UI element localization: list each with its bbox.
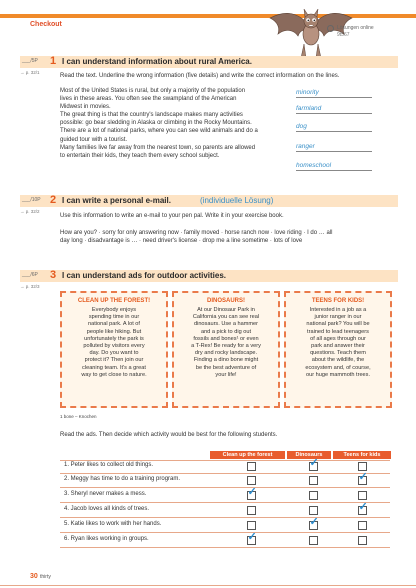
row-divider [60, 487, 390, 488]
checkmark-icon: ✓ [358, 471, 368, 483]
ad-line: Everybody enjoys [91, 307, 137, 313]
top-accent-bar [0, 14, 416, 18]
row-divider [60, 547, 390, 548]
table-row-label: 5. Katie likes to work with her hands. [64, 521, 162, 527]
section-1-instruction: Read the text. Underline the wrong information (five details) and write the correct information on the lines. [60, 73, 340, 79]
text-line: Most of the United States is rural, but only a majority of the population [60, 88, 246, 94]
table-row-label: 3. Sheryl never makes a mess. [64, 491, 147, 497]
page-number-word: thirty [40, 574, 51, 580]
text-line: guided tour with a tourist. [60, 136, 128, 143]
ad-line: Finding a dino bone might [193, 357, 259, 364]
ad-line: your life! [215, 371, 237, 378]
ad-line: and a pick to dig out [200, 328, 252, 335]
section-1-page-ref: → p. 32/1 [20, 70, 40, 75]
page-number: 30 [30, 573, 38, 580]
section-2-score: ___/10P [22, 197, 41, 203]
ad-line: At our Dinosaur Park in [197, 307, 255, 313]
section-2-header [20, 195, 398, 207]
ad-line: national park. A lot of [88, 321, 140, 328]
answer-checkbox[interactable] [247, 476, 256, 485]
text-line: There are a lot of national parks, where you can see wild animals and do a [60, 128, 258, 135]
table-row-label: 2. Meggy has time to do a training program. [64, 476, 181, 482]
row-divider [60, 473, 390, 474]
text-line: lives in these areas. You often see the swampland of the American [60, 96, 237, 103]
answer-checkbox[interactable] [309, 536, 318, 545]
ad-line: junior ranger in our [314, 314, 362, 321]
section-1-number: 1 [50, 55, 57, 67]
answer-checkbox[interactable] [358, 471, 368, 485]
row-divider [60, 460, 390, 461]
section-3-score: ___/6P [22, 272, 38, 278]
ad-title: TEENS FOR KIDS! [311, 298, 365, 304]
table-row-label: 1. Peter likes to collect old things. [64, 462, 154, 468]
section-1-text [60, 87, 295, 160]
table-row-label: 6. Ryan likes working in groups. [64, 536, 149, 542]
online-code: 9t567 [337, 32, 350, 38]
column-header-clean-up: Clean up the forest [210, 451, 285, 459]
ad-line: unfortunately the park is [84, 335, 144, 342]
answer-line-5[interactable]: homeschool [296, 162, 372, 171]
ad-line: fossils and bones¹ or even [193, 335, 259, 342]
checkmark-icon: ✓ [358, 501, 368, 513]
checkmark-icon: ✓ [247, 531, 257, 543]
text-line: to entertain their kids, they teach them every school subject. [60, 152, 220, 159]
section-3-page-ref: → p. 32/3 [20, 284, 40, 289]
section-3-table-instruction: Read the ads. Then decide which activity would be best for the following students. [60, 432, 278, 438]
answer-checkbox[interactable] [358, 536, 367, 545]
checkmark-icon: ✓ [247, 486, 257, 498]
checkmark-icon: ✓ [309, 516, 319, 528]
text-line: possible: go bear sledding in Alaska or climbing in the Rocky Mountains. [60, 120, 252, 127]
ad-line: trained to lead teenagers [307, 328, 369, 335]
ad-line: spending time in our [88, 314, 140, 321]
answer-checkbox[interactable] [247, 486, 257, 500]
section-1-title: I can understand information about rural America. [62, 57, 252, 66]
section-2-page-ref: → p. 32/2 [20, 209, 40, 214]
section-2-instruction: Use this information to write an e-mail to your pen pal. Write it in your exercise book. [60, 213, 284, 219]
answer-checkbox[interactable] [247, 506, 256, 515]
ad-line: be the best adventure of [195, 364, 257, 371]
answer-line-1[interactable]: minority [296, 89, 372, 98]
text-line: The great thing is that the country's landscape makes many activities [60, 112, 243, 119]
answer-checkbox[interactable] [309, 457, 319, 471]
row-divider [60, 502, 390, 503]
answer-checkbox[interactable] [358, 501, 368, 515]
answer-checkbox[interactable] [309, 506, 318, 515]
ad-line: Interested in a job as a [309, 307, 367, 313]
ad-line: people like hiking. But [86, 328, 142, 335]
section-1-score: ___/5P [22, 58, 38, 64]
answer-checkbox[interactable] [309, 491, 318, 500]
row-divider [60, 517, 390, 518]
bottom-divider [0, 585, 416, 586]
section-1-header [20, 56, 398, 68]
text-line: Many families live far away from the nearest town, so parents are allowed [60, 144, 256, 151]
answer-line-4[interactable]: ranger [296, 143, 372, 152]
checkmark-icon: ✓ [309, 457, 319, 469]
ad-line: dry and rocky landscape. [194, 350, 258, 357]
section-3-header [20, 270, 398, 282]
globe-icon [327, 25, 334, 32]
answer-checkbox[interactable] [247, 531, 257, 545]
ad-teens-for-kids [284, 291, 392, 408]
ad-line: questions. Teach them [310, 350, 366, 357]
ad-clean-up-forest [60, 291, 168, 408]
info-line: day long · disadvantage is … · need driver's license · drop me a line sometime · lots of love [60, 238, 303, 245]
column-header-teens: Teens for kids [333, 451, 391, 459]
footnote: 1 bone – Knochen [60, 414, 97, 419]
section-label: Checkout [30, 21, 62, 28]
answer-checkbox[interactable] [309, 516, 319, 530]
section-2-note: (individuelle Lösung) [200, 196, 274, 205]
ad-dinosaurs [172, 291, 280, 408]
section-2-title: I can write a personal e-mail. [62, 196, 171, 205]
section-3-title: I can understand ads for outdoor activities. [62, 271, 227, 280]
ad-line: protect it? Then join our [84, 357, 144, 364]
text-line: Midwest in movies. [60, 104, 111, 111]
ad-line: way to get close to nature. [81, 371, 147, 378]
answer-line-3[interactable]: dog [296, 123, 372, 132]
ad-line: day. Do you want to [89, 350, 139, 357]
ad-line: park and answer their [311, 343, 365, 350]
answer-checkbox[interactable] [247, 521, 256, 530]
ad-title: DINOSAURS! [206, 298, 245, 304]
ad-line: ecosystem and, of course, [305, 364, 371, 371]
section-2-info [60, 229, 400, 245]
table-row-label: 4. Jacob loves all kinds of trees. [64, 506, 150, 512]
answer-checkbox[interactable] [358, 521, 367, 530]
ad-line: cleaning team. It's a great [82, 364, 146, 371]
ad-line: our huge mammoth trees. [305, 371, 371, 378]
info-line: How are you? · sorry for only answering now · family moved · horse ranch now · love riding · I do … all [60, 230, 333, 236]
ad-line: polluted by visitors every [83, 343, 145, 350]
ad-title: CLEAN UP THE FOREST! [77, 298, 151, 304]
ad-line: a T-Rex! Be ready for a very [191, 343, 261, 350]
answer-checkbox[interactable] [309, 476, 318, 485]
answer-checkbox[interactable] [247, 462, 256, 471]
answer-checkbox[interactable] [358, 462, 367, 471]
section-2-number: 2 [50, 194, 57, 206]
ad-line: dinosaurs. Use a hammer [193, 321, 259, 328]
ad-line: national park? You will be [306, 321, 370, 328]
answer-line-2[interactable]: farmland [296, 105, 372, 114]
ad-line: California you can see real [192, 314, 260, 321]
ad-line: about the wildlife, the [311, 357, 365, 364]
answer-checkbox[interactable] [358, 491, 367, 500]
row-divider [60, 532, 390, 533]
online-solutions-label[interactable]: Lösungen online [337, 25, 374, 31]
column-header-dinosaurs: Dinosaurs [287, 451, 331, 459]
section-3-number: 3 [50, 269, 57, 281]
ad-line: of all ages through our [310, 335, 366, 342]
